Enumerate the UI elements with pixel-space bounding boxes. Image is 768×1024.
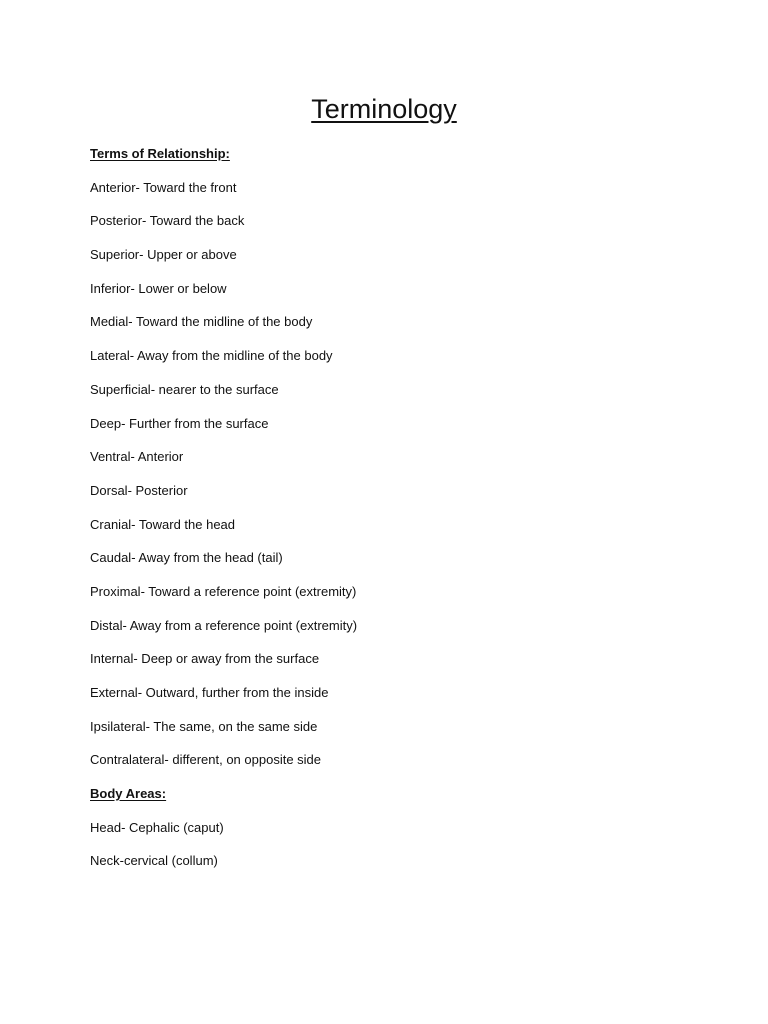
page-title: Terminology [311, 94, 457, 124]
term-lateral: Lateral- Away from the midline of the body [90, 348, 333, 364]
document-body [90, 145, 710, 886]
term-neck: Neck-cervical (collum) [90, 853, 218, 869]
term-ventral: Ventral- Anterior [90, 449, 184, 465]
term-deep: Deep- Further from the surface [90, 415, 269, 431]
term-superficial: Superficial- nearer to the surface [90, 381, 279, 397]
term-posterior: Posterior- Toward the back [90, 213, 245, 229]
term-superior: Superior- Upper or above [90, 247, 237, 263]
term-ipsilateral: Ipsilateral- The same, on the same side [90, 718, 318, 734]
section-heading-terms-of-relationship: Terms of Relationship: [90, 146, 230, 161]
term-external: External- Outward, further from the inside [90, 685, 329, 700]
term-medial: Medial- Toward the midline of the body [90, 314, 313, 330]
term-cranial: Cranial- Toward the head [90, 516, 236, 532]
section-heading-body-areas: Body Areas: [90, 786, 167, 802]
term-internal: Internal- Deep or away from the surface [90, 651, 320, 667]
term-proximal: Proximal- Toward a reference point (extremity) [90, 583, 357, 599]
term-caudal: Caudal- Away from the head (tail) [90, 550, 283, 566]
term-contralateral: Contralateral- different, on opposite side [90, 752, 322, 768]
term-inferior: Inferior- Lower or below [90, 280, 227, 296]
term-head: Head- Cephalic (caput) [90, 819, 224, 835]
term-distal: Distal- Away from a reference point (extremity) [90, 617, 358, 633]
term-dorsal: Dorsal- Posterior [90, 482, 188, 498]
term-anterior: Anterior- Toward the front [90, 179, 237, 195]
